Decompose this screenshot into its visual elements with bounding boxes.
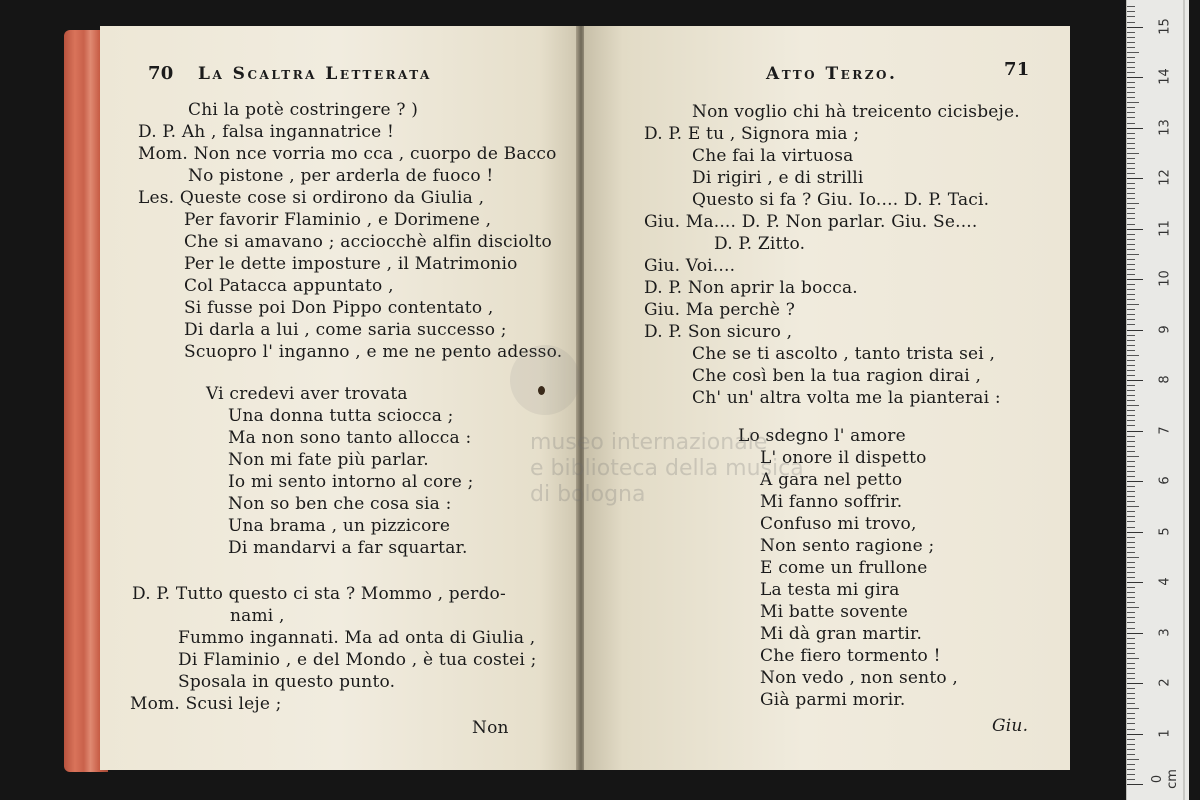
ruler-tick: [1127, 683, 1143, 684]
verse-line: E come un frullone: [760, 558, 928, 578]
text-line: Per favorir Flaminio , e Dorimene ,: [184, 210, 492, 230]
ruler-tick: [1127, 11, 1135, 12]
ruler-tick: [1127, 264, 1135, 265]
ruler-tick: [1127, 82, 1135, 83]
right-folio: 71: [1004, 59, 1030, 80]
ruler-tick: [1127, 723, 1135, 724]
ruler-tick: [1127, 345, 1135, 346]
verse-line: Che fiero tormento !: [760, 646, 941, 666]
ruler-tick: [1127, 542, 1135, 543]
ruler-tick: [1127, 400, 1135, 401]
ruler-tick: [1127, 688, 1135, 689]
ruler-tick: [1127, 153, 1139, 154]
ruler-tick: [1127, 496, 1135, 497]
ruler-number: 4: [1157, 577, 1173, 586]
ruler-tick: [1127, 324, 1135, 325]
verse-line: Non vedo , non sento ,: [760, 668, 958, 688]
ruler-tick: [1127, 668, 1135, 669]
verse-line: Lo sdegno l' amore: [738, 426, 906, 446]
ruler-tick: [1127, 138, 1135, 139]
ruler-tick: [1127, 133, 1135, 134]
ruler-tick: [1127, 415, 1135, 416]
text-line: Giu. Ma.... D. P. Non parlar. Giu. Se....: [644, 212, 978, 232]
ruler-edge: [1183, 0, 1185, 800]
ruler-tick: [1127, 617, 1135, 618]
ruler-tick: [1127, 102, 1139, 103]
ruler-number: 8: [1157, 375, 1173, 384]
ruler-tick: [1127, 582, 1143, 583]
ruler-tick: [1127, 178, 1143, 179]
ruler-number: 5: [1157, 526, 1173, 536]
ruler-tick: [1127, 491, 1135, 492]
ruler-tick: [1127, 749, 1135, 750]
ruler-tick: [1127, 476, 1135, 477]
ruler-tick: [1127, 673, 1135, 674]
ruler-tick: [1127, 52, 1139, 53]
text-line: Di darla a lui , come saria successo ;: [184, 320, 507, 340]
verse-line: Una donna tutta sciocca ;: [228, 406, 454, 426]
ruler-tick: [1127, 289, 1135, 290]
verse-line: Non mi fate più parlar.: [228, 450, 429, 470]
ruler-tick: [1127, 380, 1143, 381]
text-line: Col Patacca appuntato ,: [184, 276, 394, 296]
ruler-tick: [1127, 577, 1135, 578]
ruler-number: 14: [1157, 68, 1173, 85]
ruler-tick: [1127, 390, 1135, 391]
ruler-tick: [1127, 643, 1135, 644]
ruler-tick: [1127, 274, 1135, 275]
text-line: Che si amavano ; acciocchè alfin disciolto: [184, 232, 552, 252]
ruler-tick: [1127, 239, 1135, 240]
ruler-number: 12: [1157, 169, 1173, 186]
ruler-tick: [1127, 107, 1135, 108]
ruler-tick: [1127, 708, 1139, 709]
text-line: Mom. Non nce vorria mo cca , cuorpo de Bacco: [138, 144, 557, 164]
ruler-tick: [1127, 92, 1135, 93]
ruler-tick: [1127, 552, 1135, 553]
ruler-tick: [1127, 744, 1135, 745]
ruler-tick: [1127, 471, 1135, 472]
ruler-number: 9: [1157, 324, 1173, 334]
ruler-tick: [1127, 249, 1135, 250]
ruler-tick: [1127, 436, 1135, 437]
text-line: Giu. Voi....: [644, 256, 736, 276]
ruler-tick: [1127, 158, 1135, 159]
ruler-tick: [1127, 193, 1135, 194]
ruler-tick: [1127, 375, 1135, 376]
ruler-tick: [1127, 62, 1135, 63]
ruler-tick: [1127, 547, 1135, 548]
ruler-tick: [1127, 148, 1135, 149]
ruler-tick: [1127, 532, 1143, 533]
ruler-tick: [1127, 698, 1135, 699]
ruler-tick: [1127, 340, 1135, 341]
verse-line: Non sento ragione ;: [760, 536, 935, 556]
ruler-tick: [1127, 309, 1135, 310]
ruler-tick: [1127, 562, 1135, 563]
ruler-tick: [1127, 330, 1143, 331]
ruler-tick: [1127, 410, 1135, 411]
ruler-tick: [1127, 319, 1135, 320]
ruler-tick: [1127, 254, 1139, 255]
ruler-tick: [1127, 446, 1135, 447]
ruler-tick: [1127, 633, 1143, 634]
ruler-tick: [1127, 269, 1135, 270]
verse-line: Ma non sono tanto allocca :: [228, 428, 472, 448]
ruler-tick: [1127, 461, 1135, 462]
ruler-tick: [1127, 516, 1135, 517]
ruler-tick: [1127, 597, 1135, 598]
verse-line: Confuso mi trovo,: [760, 514, 917, 534]
ruler-tick: [1127, 128, 1143, 129]
watermark-logo: [510, 345, 580, 415]
ruler-tick: [1127, 769, 1135, 770]
verse-line: Non so ben che cosa sia :: [228, 494, 452, 514]
ruler-tick: [1127, 501, 1135, 502]
ruler-tick: [1127, 486, 1135, 487]
ruler-tick: [1127, 622, 1135, 623]
text-line: Si fusse poi Don Pippo contentato ,: [184, 298, 494, 318]
ruler-tick: [1127, 87, 1135, 88]
text-line: D. P. Non aprir la bocca.: [644, 278, 858, 298]
text-line: Che fai la virtuosa: [692, 146, 854, 166]
ruler-tick: [1127, 425, 1135, 426]
verse-line: Mi dà gran martir.: [760, 624, 923, 644]
ruler-tick: [1127, 229, 1143, 230]
watermark-line: e biblioteca della musica: [530, 456, 804, 481]
ruler-tick: [1127, 420, 1135, 421]
text-line: Scuopro l' inganno , e me ne pento adesso.: [184, 342, 563, 362]
ruler-tick: [1127, 693, 1135, 694]
ruler-tick: [1127, 335, 1135, 336]
ruler-tick: [1127, 57, 1135, 58]
ruler-tick: [1127, 602, 1135, 603]
ruler-tick: [1127, 218, 1135, 219]
ruler-tick: [1127, 123, 1135, 124]
ruler-tick: [1127, 628, 1135, 629]
ruler-tick: [1127, 143, 1135, 144]
text-line: D. P. Son sicuro ,: [644, 322, 793, 342]
verse-line: Una brama , un pizzicore: [228, 516, 451, 536]
verse-line: L' onore il dispetto: [760, 448, 927, 468]
text-line: Che così ben la tua ragion dirai ,: [692, 366, 982, 386]
ruler-number: 7: [1157, 425, 1173, 435]
watermark-line: di bologna: [530, 482, 646, 507]
ruler-tick: [1127, 203, 1139, 204]
ruler-unit-label: 0 cm: [1150, 769, 1180, 789]
ink-blot: [538, 386, 545, 395]
ruler-tick: [1127, 567, 1135, 568]
text-line: D. P. Tutto questo ci sta ? Mommo , perdo-: [132, 584, 506, 604]
ruler-tick: [1127, 466, 1135, 467]
ruler-tick: [1127, 350, 1135, 351]
verse-line: Vi credevi aver trovata: [206, 384, 408, 404]
ruler-tick: [1127, 188, 1135, 189]
ruler-tick: [1127, 612, 1135, 613]
ruler-tick: [1127, 385, 1135, 386]
ruler-tick: [1127, 234, 1135, 235]
ruler-tick: [1127, 284, 1135, 285]
ruler-tick: [1127, 259, 1135, 260]
ruler-number: 1: [1157, 728, 1173, 738]
ruler-number: 3: [1157, 627, 1173, 637]
ruler-tick: [1127, 587, 1135, 588]
text-line: D. P. Ah , falsa ingannatrice !: [138, 122, 395, 142]
verse-line: La testa mi gira: [760, 580, 900, 600]
ruler-tick: [1127, 527, 1135, 528]
ruler-tick: [1127, 72, 1135, 73]
ruler-number: 11: [1157, 219, 1173, 237]
ruler-tick: [1127, 592, 1135, 593]
ruler-tick: [1127, 713, 1135, 714]
ruler-tick: [1127, 163, 1135, 164]
ruler-tick: [1127, 729, 1135, 730]
ruler-tick: [1127, 117, 1135, 118]
ruler-tick: [1127, 764, 1135, 765]
ruler-tick: [1127, 557, 1139, 558]
left-catchword: Non: [472, 718, 509, 738]
ruler-tick: [1127, 299, 1135, 300]
ruler-tick: [1127, 431, 1143, 432]
verse-line: Mi fanno soffrir.: [760, 492, 903, 512]
ruler-tick: [1127, 521, 1135, 522]
ruler-tick: [1127, 244, 1135, 245]
text-line: No pistone , per arderla de fuoco !: [188, 166, 494, 186]
ruler-tick: [1127, 370, 1135, 371]
ruler-tick: [1127, 198, 1135, 199]
right-page: [584, 26, 1070, 770]
text-line: Per le dette imposture , il Matrimonio: [184, 254, 518, 274]
ruler-number: 6: [1157, 476, 1173, 485]
ruler-tick: [1127, 759, 1139, 760]
ruler-tick: [1127, 77, 1143, 78]
ruler-tick: [1127, 739, 1135, 740]
ruler-tick: [1127, 168, 1135, 169]
ruler-tick: [1127, 663, 1135, 664]
ruler-tick: [1127, 97, 1135, 98]
ruler-tick: [1127, 112, 1135, 113]
ruler-tick: [1127, 208, 1135, 209]
ruler-tick: [1127, 22, 1135, 23]
text-line: Non voglio chi hà treicento cicisbeje.: [692, 102, 1020, 122]
text-line: Mom. Scusi leje ;: [130, 694, 282, 714]
ruler-tick: [1127, 314, 1135, 315]
ruler-tick: [1127, 360, 1135, 361]
verse-line: Io mi sento intorno al core ;: [228, 472, 474, 492]
ruler-tick: [1127, 734, 1143, 735]
ruler-tick: [1127, 607, 1139, 608]
ruler-tick: [1127, 173, 1135, 174]
ruler-tick: [1127, 27, 1143, 28]
ruler-tick: [1127, 365, 1135, 366]
ruler-tick: [1127, 774, 1135, 775]
text-line: nami ,: [230, 606, 285, 626]
ruler-number: 10: [1157, 270, 1173, 287]
ruler-tick: [1127, 32, 1135, 33]
ruler-tick: [1127, 6, 1135, 7]
verse-line: A gara nel petto: [760, 470, 903, 490]
text-line: Di Flaminio , e del Mondo , è tua costei ;: [178, 650, 537, 670]
ruler-tick: [1127, 451, 1135, 452]
ruler-tick: [1127, 511, 1135, 512]
ruler-tick: [1127, 395, 1135, 396]
ruler-tick: [1127, 703, 1135, 704]
text-line: Giu. Ma perchè ?: [644, 300, 796, 320]
ruler-tick: [1127, 779, 1135, 780]
ruler-tick: [1127, 279, 1143, 280]
ruler-tick: [1127, 506, 1139, 507]
measuring-ruler: [1126, 0, 1189, 800]
text-line: Fummo ingannati. Ma ad onta di Giulia ,: [178, 628, 536, 648]
right-catchword: Giu.: [992, 716, 1029, 736]
ruler-tick: [1127, 678, 1135, 679]
ruler-tick: [1127, 294, 1135, 295]
ruler-number: 15: [1157, 17, 1173, 35]
ruler-tick: [1127, 355, 1139, 356]
ruler-tick: [1127, 224, 1135, 225]
ruler-tick: [1127, 42, 1135, 43]
text-line: Chi la potè costringere ? ): [188, 100, 419, 120]
ruler-number: 13: [1157, 118, 1173, 136]
ruler-tick: [1127, 754, 1135, 755]
left-page: [100, 26, 578, 770]
ruler-tick: [1127, 481, 1143, 482]
text-line: D. P. E tu , Signora mia ;: [644, 124, 860, 144]
watermark-text: [530, 430, 804, 508]
left-folio: 70: [148, 63, 174, 84]
ruler-tick: [1127, 183, 1135, 184]
text-line: Questo si fa ? Giu. Io.... D. P. Taci.: [692, 190, 990, 210]
ruler-tick: [1127, 456, 1139, 457]
ruler-tick: [1127, 213, 1135, 214]
ruler-tick: [1127, 784, 1143, 785]
left-running-head: La Scaltra Letterata: [198, 64, 432, 84]
right-running-head: Atto Terzo.: [766, 64, 898, 84]
ruler-tick: [1127, 537, 1135, 538]
text-line: Sposala in questo punto.: [178, 672, 396, 692]
verse-line: Mi batte sovente: [760, 602, 909, 622]
text-line: D. P. Zitto.: [714, 234, 806, 254]
verse-line: Già parmi morir.: [760, 690, 906, 710]
ruler-tick: [1127, 572, 1135, 573]
text-line: Les. Queste cose si ordirono da Giulia ,: [138, 188, 485, 208]
ruler-tick: [1127, 405, 1139, 406]
ruler-number: 2: [1157, 678, 1173, 687]
ruler-tick: [1127, 47, 1135, 48]
text-line: Che se ti ascolto , tanto trista sei ,: [692, 344, 996, 364]
ruler-tick: [1127, 648, 1135, 649]
ruler-tick: [1127, 37, 1135, 38]
ruler-tick: [1127, 67, 1135, 68]
ruler-tick: [1127, 441, 1135, 442]
ruler-tick: [1127, 16, 1135, 17]
ruler-tick: [1127, 304, 1139, 305]
watermark-line: museo internazionale: [530, 430, 768, 455]
text-line: Di rigiri , e di strilli: [692, 168, 864, 188]
ruler-tick: [1127, 653, 1135, 654]
ruler-tick: [1127, 718, 1135, 719]
ruler-tick: [1127, 638, 1135, 639]
ruler-tick: [1127, 658, 1139, 659]
text-line: Ch' un' altra volta me la pianterai :: [692, 388, 1001, 408]
verse-line: Di mandarvi a far squartar.: [228, 538, 468, 558]
